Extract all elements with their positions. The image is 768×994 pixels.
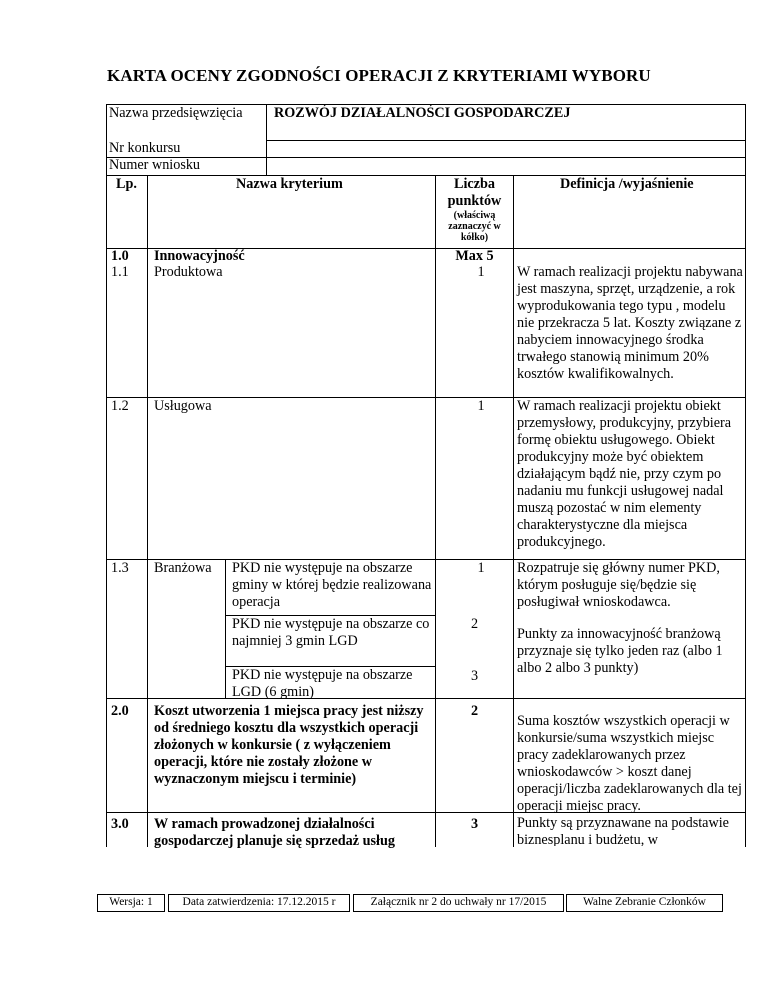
col-liczba-header: Liczba punktów — [447, 176, 502, 209]
criterion-name: W ramach prowadzonej działalności gospodarczej planuje się sprzedaż usług — [154, 816, 395, 849]
row-lp: 1.1 — [111, 264, 129, 280]
criterion-points: 3 — [470, 816, 479, 832]
subcriterion-definition: Rozpatruje się główny numer PKD, którym posługuje się/będzie się posługiwał wnioskodawca. — [517, 560, 720, 610]
criterion-definition: Suma kosztów wszystkich operacji w konkursie/suma wszystkich miejsc pracy zadeklarowanych przez wnioskodawców > koszt danej operacji/liczba zadeklarowanych dla tej operacji miejsc pracy. — [517, 713, 742, 814]
row-lp: 1.3 — [111, 560, 129, 576]
criterion-points: 2 — [470, 703, 479, 719]
footer-wersja: Wersja: 1 — [97, 894, 165, 912]
col-nazwa-header: Nazwa kryterium — [236, 176, 343, 192]
nazwa-przedsiewziecia-value: ROZWÓJ DZIAŁALNOŚCI GOSPODARCZEJ — [274, 105, 571, 121]
col-liczba-note: (właściwą zaznaczyć w kółko) — [448, 210, 501, 243]
subcriterion-text: PKD nie występuje na obszarze gminy w której będzie realizowana operacja — [232, 560, 432, 610]
criterion-points: 1 — [477, 398, 485, 414]
criterion-name: Produktowa — [154, 264, 223, 280]
row-lp: 3.0 — [111, 816, 129, 832]
subcriterion-points: 1 — [477, 560, 485, 576]
nazwa-przedsiewziecia-label: Nazwa przedsięwzięcia — [109, 105, 243, 121]
subcriterion-points: 2 — [470, 616, 479, 632]
subcriterion-definition: Punkty za innowacyjność branżową przyznaje się tylko jeden raz (albo 1 albo 2 albo 3 punkty) — [517, 626, 723, 676]
col-lp-header: Lp. — [116, 176, 137, 192]
subcriterion-points: 3 — [470, 668, 479, 684]
document-title: KARTA OCENY ZGODNOŚCI OPERACJI Z KRYTERIAMI WYBORU — [107, 66, 651, 85]
row-lp: 1.2 — [111, 398, 129, 414]
criterion-name: Koszt utworzenia 1 miejsca pracy jest niższy od średniego kosztu dla wszystkich operacji złożonych w konkursie ( z wyłączeniem operacji, które nie zostały złożone w wyznaczonym miejscu i terminie) — [154, 703, 424, 787]
criterion-name: Innowacyjność — [154, 248, 245, 264]
row-lp: 1.0 — [111, 248, 129, 264]
subcriterion-text: PKD nie występuje na obszarze LGD (6 gmin) — [232, 667, 413, 700]
criterion-name: Usługowa — [154, 398, 212, 414]
col-definicja-header: Definicja /wyjaśnienie — [560, 176, 694, 192]
criterion-definition: Punkty są przyznawane na podstawie biznesplanu i budżetu, w — [517, 815, 729, 846]
row-lp: 2.0 — [111, 703, 129, 719]
criterion-points: 1 — [477, 264, 485, 280]
criterion-definition: W ramach realizacji projektu obiekt przemysłowy, produkcyjny, przybiera formę obiektu usługowego. Obiekt produkcyjny może być obiektem działającym bądź nie, przy czym po nadaniu mu funkcji usługowej nadal muszą pozostać w nim elementy charakterystyczne dla miejsca produkcyjnego. — [517, 398, 732, 550]
nr-konkursu-label: Nr konkursu — [109, 140, 181, 156]
criterion-definition: W ramach realizacji projektu nabywana jest maszyna, sprzęt, urządzenie, a rok wyprodukowania tego typu , modelu nie przekracza 5 lat. Koszty związane z nabyciem innowacyjnego środka trwałego stanowią minimum 20% kosztów kwalifikowalnych. — [517, 264, 743, 382]
footer-walne-zebranie: Walne Zebranie Członków — [566, 894, 723, 912]
criterion-name: Branżowa — [154, 560, 212, 576]
subcriterion-text: PKD nie występuje na obszarze co najmniej 3 gmin LGD — [232, 616, 430, 649]
footer-zalacznik: Załącznik nr 2 do uchwały nr 17/2015 — [353, 894, 564, 912]
criterion-points: Max 5 — [455, 248, 494, 264]
numer-wniosku-label: Numer wniosku — [109, 157, 201, 173]
footer-data-zatwierdzenia: Data zatwierdzenia: 17.12.2015 r — [168, 894, 350, 912]
